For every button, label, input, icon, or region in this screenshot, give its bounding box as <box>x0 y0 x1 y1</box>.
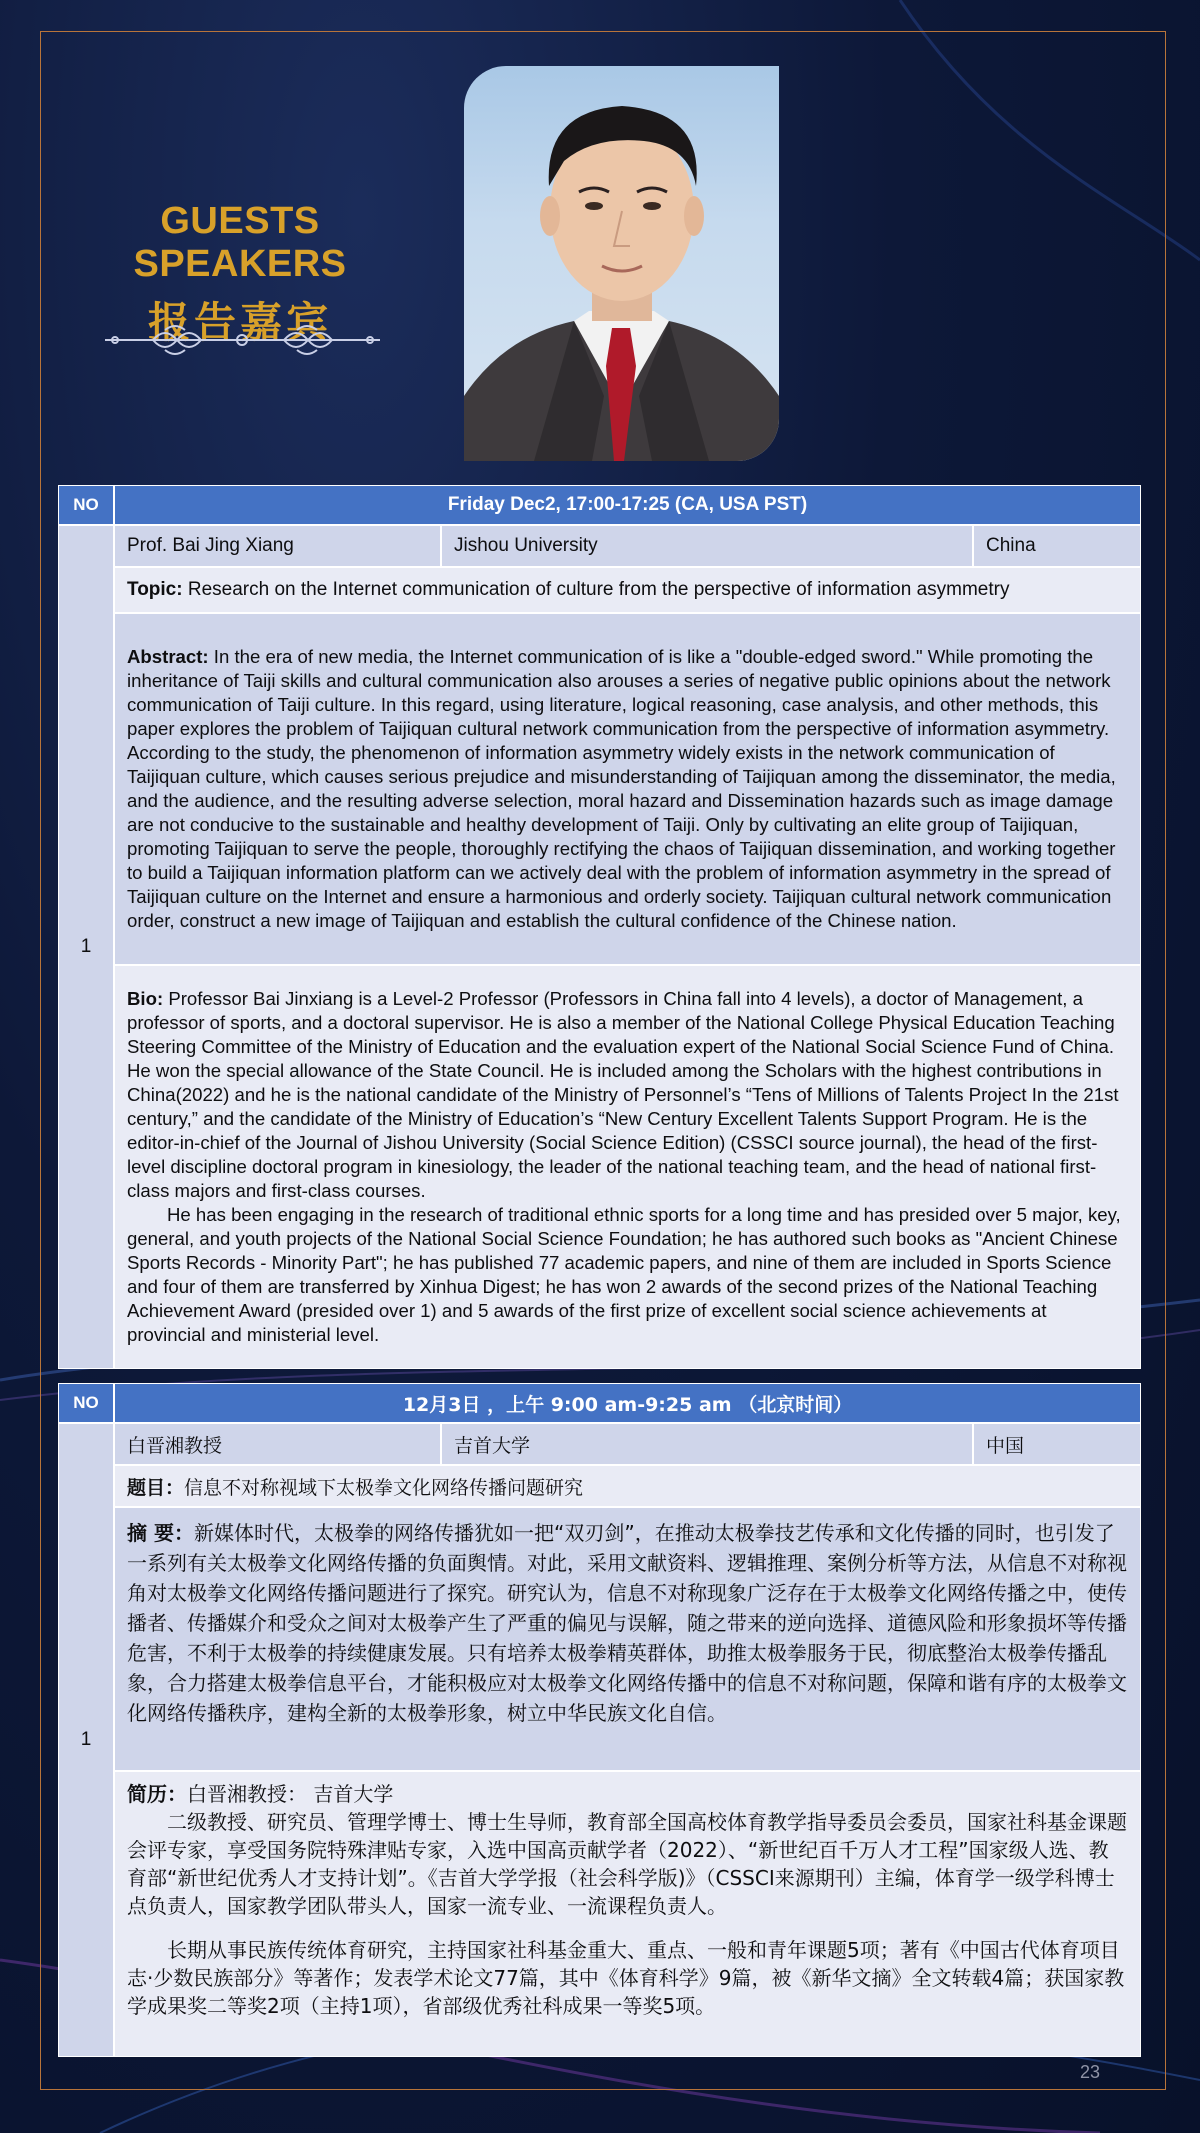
schedule-header-en <box>58 485 1141 525</box>
topic-label: 题目： <box>127 1476 185 1499</box>
bio-head: 白晋湘教授： 吉首大学 <box>187 1782 394 1806</box>
schedule-header-zh <box>58 1383 1141 1423</box>
session-time-en: Friday Dec2, 17:00-17:25 (CA, USA PST) <box>114 485 1141 525</box>
abstract-label: Abstract: <box>127 646 209 667</box>
topic-cell <box>114 567 1141 613</box>
bio-cell <box>114 965 1141 1369</box>
bio-paragraph-1: 二级教授、研究员、管理学博士、博士生导师，教育部全国高校体育教学指导委员会委员，国家社科基金课题会评专家，享受国务院特殊津贴专家，入选中国高贡献学者（2022）、“新世纪百千万人才工程”国家级人选、教育部“新世纪优秀人才支持计划”。《吉首大学学报（社会科学版)》（CSSCI来源期刊）主编，体育学一级学科博士点负责人，国家教学团队带头人，国家一流专业、一流课程负责人。 <box>127 1810 1127 1918</box>
abstract-text: In the era of new media, the Internet communication of is like a "double-edged sword." While promoting the inheritance of Taiji skills and cultural communication also arouses a series of negative public opinions about the network communication of Taiji culture. In this regard, using literature, logical reasoning, case analysis, and other methods, this paper explores the problem of Taijiquan cultural network communication from the perspective of information asymmetry. According to the study, the phenomenon of information asymmetry widely exists in the network communication of Taijiquan culture, which causes serious prejudice and misunderstanding of Taijiquan among the disseminator, the media, and the audience, and the resulting adverse selection, moral hazard and Dissemination hazards such as image damage are not conducive to the sustainable and healthy development of Taiji. Only by cultivating an elite group of Taijiquan, promoting Taijiquan to serve the people, thoroughly rectifying the chaos of Taijiquan dissemination, and working together to build a Taijiquan information platform can we actively deal with the problem of information asymmetry in the spread of Taijiquan culture on the Internet and ensure a harmonious and orderly society. Taijiquan cultural network communication order, construct a new image of Taijiquan and establish the cultural confidence of the Chinese nation. <box>127 646 1116 931</box>
speaker-institution: 吉首大学 <box>441 1423 973 1465</box>
speaker-number: 1 <box>58 525 114 1369</box>
bio-label: Bio: <box>127 988 164 1009</box>
speaker-table-zh <box>58 1383 1141 2057</box>
topic-text: 信息不对称视域下太极拳文化网络传播问题研究 <box>184 1476 584 1499</box>
abstract-label: 摘 要： <box>127 1521 194 1545</box>
no-label: NO <box>58 1383 114 1423</box>
speaker-name: Prof. Bai Jing Xiang <box>114 525 441 567</box>
topic-label: Topic: <box>127 579 183 600</box>
flourish-ornament <box>105 318 380 362</box>
session-time-zh: 12月3日 ，上午 9:00 am-9:25 am （北京时间） <box>114 1383 1141 1423</box>
speaker-country: China <box>973 525 1141 567</box>
abstract-text: 新媒体时代，太极拳的网络传播犹如一把“双刃剑”，在推动太极拳技艺传承和文化传播的同时，也引发了一系列有关太极拳文化网络传播的负面舆情。对此，采用文献资料、逻辑推理、案例分析等方法，从信息不对称视角对太极拳文化网络传播问题进行了探究。研究认为，信息不对称现象广泛存在于太极拳文化网络传播之中，使传播者、传播媒介和受众之间对太极拳产生了严重的偏见与误解，随之带来的逆向选择、道德风险和形象损坏等传播危害，不利于太极拳的持续健康发展。只有培养太极拳精英群体，助推太极拳服务于民，彻底整治太极拳传播乱象，合力搭建太极拳信息平台，才能积极应对太极拳文化网络传播中的信息不对称问题，保障和谐有序的太极拳文化网络传播秩序，建构全新的太极拳形象，树立中华民族文化自信。 <box>127 1521 1127 1725</box>
topic-cell <box>114 1465 1141 1507</box>
bio-paragraph-1: Professor Bai Jinxiang is a Level-2 Professor (Professors in China fall into 4 levels), a doctor of Management, a professor of sports, and a doctoral supervisor. He is also a member of the National College Physical Education Teaching Steering Committee of the Ministry of Education and the evaluation expert of the National Social Science Fund of China. He won the special allowance of the State Council. He is included among the Scholars with the highest contributions in China(2022) and he is the national candidate of the Ministry of Personnel’s “Tens of Millions of Talents Project In the 21st century,” and the candidate of the Ministry of Education’s “New Century Excellent Talents Support Program. He is the editor-in-chief of the Journal of Jishou University (Social Science Edition) (CSSCI source journal), the head of the first-level discipline doctoral program in kinesiology, the leader of the national teaching team, and the head of national first-class majors and first-class courses. <box>127 988 1119 1201</box>
speaker-country: 中国 <box>973 1423 1141 1465</box>
bio-label: 简历： <box>127 1782 187 1806</box>
bio-paragraph-2: He has been engaging in the research of traditional ethnic sports for a long time and has presided over 5 major, key, general, and youth projects of the National Social Science Foundation; he has authored such books as "Ancient Chinese Sports Records - Minority Part"; he has published 77 academic papers, and nine of them are included in Sports Science and four of them are transferred by Xinhua Digest; he has won 2 awards of the second prizes of the National Teaching Achievement Award (presided over 1) and 5 awards of the first prize of excellent social science achievements at provincial and ministerial level. <box>127 1204 1121 1345</box>
bio-paragraph-2: 长期从事民族传统体育研究，主持国家社科基金重大、重点、一般和青年课题5项；著有《中国古代体育项目志·少数民族部分》等著作；发表学术论文77篇，其中《体育科学》9篇，被《新华文摘》全文转载4篇；获国家教学成果奖二等奖2项（主持1项），省部级优秀社科成果一等奖5项。 <box>127 1938 1125 2018</box>
speaker-table-en <box>58 485 1141 1369</box>
speaker-photo <box>464 66 779 461</box>
speaker-number: 1 <box>58 1423 114 2057</box>
title-en: GUESTS SPEAKERS <box>133 200 347 285</box>
bio-cell <box>114 1771 1141 2057</box>
speaker-institution: Jishou University <box>441 525 973 567</box>
speaker-name: 白晋湘教授 <box>114 1423 441 1465</box>
abstract-cell <box>114 613 1141 965</box>
title-zh: 报告嘉宾 <box>147 298 332 347</box>
abstract-cell <box>114 1507 1141 1771</box>
topic-text: Research on the Internet communication of culture from the perspective of information asymmetry <box>187 579 1010 600</box>
page-number: 23 <box>1080 2062 1101 2082</box>
no-label: NO <box>58 485 114 525</box>
